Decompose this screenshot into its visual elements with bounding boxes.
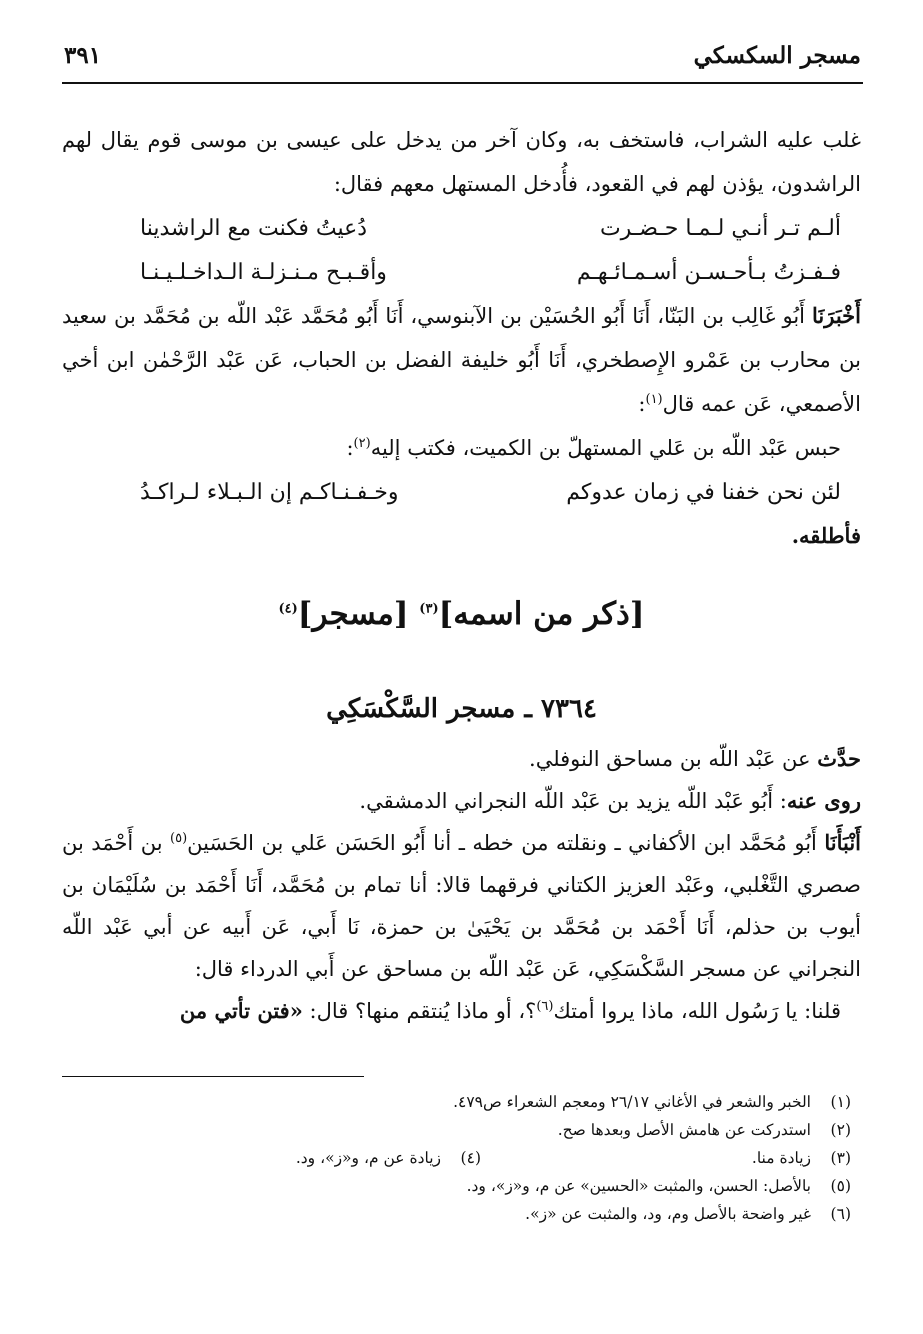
footnote-ref-1: (١) [645,392,663,407]
rawa-line [62,780,861,822]
header-rule [62,82,863,84]
footnote-5 [62,1172,851,1200]
footnote-rule [62,1076,364,1077]
footnote-ref-2: (٢) [353,436,371,451]
verse-line-3 [140,472,841,514]
entry-title: ٧٣٦٤ ـ مسجر السَّكْسَكِي [326,694,597,724]
hadath-line [62,738,861,780]
footnote-ref-3: (٣) [419,601,439,617]
qulna-line [62,990,861,1032]
footnote-text: بالأصل: الحسن، والمثبت «الحسين» عن م، و«ز»، ود. [466,1177,811,1195]
rawa-text: : أَبُو عَبْد اللّه يزيد بن عَبْد اللّه النجراني الدمشقي. [359,789,787,813]
anbana-text-2: بن أَحْمَد بن صصري التَّغْلبي، وعَبْد العزيز الكتاني فرقهما قالا: أنا تمام بن مُحَمَّد، أَنَا أَحْمَد بن سُلَيْمَان بن أيوب بن حذلم، أَنَا أَحْمَد بن مُحَمَّد بن يَحْيَىٰ بن حمزة، نَا أَبي، عَن أَبيه عن أبي عَبْد اللّه النجراني عن مسجر السَّكْسَكِي، عَن عَبْد اللّه بن مساحق عن أَبي الدرداء قال: [62,831,861,981]
section-heading-part-a: [ذكر من اسمه] [438,596,645,632]
paragraph-3-end: : [346,436,354,460]
akhbarana-lead: أَخْبَرَنَا [812,303,861,328]
verse-1-hemistich-right: ألـم تـر أنـي لـمـا حـضـرت [599,216,841,241]
footnote-number: (٣) [830,1149,851,1167]
page-number: ٣٩١ [64,42,102,69]
verse-2-hemistich-right: فـفـزتُ بـأحـسـن أسـمـائـهـم [576,260,841,285]
footnote-text: زيادة عن م، و«ز»، ود. [295,1149,441,1167]
paragraph-3-text: حبس عَبْد اللّه بن عَلي المستهلّ بن الكميت، فكتب إليه [370,436,841,460]
running-title: مسجر السكسكي [693,42,861,69]
footnote-2 [62,1116,851,1144]
footnote-ref-4: (٤) [278,601,298,617]
footnote-number: (١) [830,1093,851,1111]
paragraph-4: فأطلقه. [791,523,861,548]
anbana-paragraph [62,822,861,990]
footnote-6 [62,1200,851,1228]
main-text-top [62,118,861,558]
paragraph-2-end: : [638,392,646,416]
qulna-text-2: ؟، أو ماذا يُنتقم منها؟ قال: [302,999,537,1023]
paragraph-1: غلب عليه الشراب، فاستخف به، وكان آخر من يدخل على عيسى بن موسى قوم يقال لهم الراشدون، يؤذن لهم في القعود، فأُدخل المستهل معهم فقال: [62,128,861,196]
footnote-ref-6: (٦) [536,999,554,1014]
verse-2-hemistich-left: وأقـبـح مـنـزلـة الـداخـلـيـنـا [140,260,387,285]
anbana-text-1: أَبُو مُحَمَّد ابن الأكفاني ـ ونقلته من خطه ـ أنا أَبُو الحَسَن عَلي بن الحَسَين [187,831,825,855]
qulna-quote: «فتن تأتي من [179,998,303,1023]
footnotes [62,1088,851,1228]
main-text-bottom [62,738,861,1032]
verse-1-hemistich-left: دُعيتُ فكنت مع الراشدينا [140,216,368,241]
footnote-number: (٢) [830,1121,851,1139]
footnote-text: زيادة منا. [751,1149,811,1167]
verse-line-2 [140,252,841,294]
paragraph-2-text: أَبُو غَالِب بن البَنّا، أَنَا أَبُو الحُسَيْن بن الآبنوسي، أَنَا أَبُو مُحَمَّد عَبْد اللّه بن مُحَمَّد بن سعيد بن محارب بن عَمْرو الإِصطخري، أَنَا أَبُو خليفة الفضل بن الحباب، عَن عَبْد الرَّحْمٰن ابن أخي الأصمعي، عَن عمه قال [62,304,861,416]
paragraph-2 [62,294,861,426]
qulna-text-1: قلنا: يا رَسُول الله، ماذا يروا أمتك [553,999,841,1023]
footnote-number: (٤) [460,1149,481,1167]
verse-line-1 [140,208,841,250]
paragraph-3 [62,426,861,470]
hadath-label: حدَّث [817,746,861,771]
footnote-text: الخبر والشعر في الأغاني ٢٦/١٧ ومعجم الشعراء ص٤٧٩. [453,1093,811,1111]
footnote-text: استدركت عن هامش الأصل وبعدها صح. [557,1121,811,1139]
footnote-3-4 [62,1144,851,1172]
verse-3-hemistich-left: وخـفـنـاكـم إن الـبـلاء لـراكـدُ [140,480,399,505]
rawa-label: روى عنه [786,788,861,813]
footnote-1 [62,1088,851,1116]
footnote-text: غير واضحة بالأصل وم، ود، والمثبت عن «ز». [525,1205,811,1223]
running-header [64,42,861,78]
anbana-lead: أَنْبَأَنَا [824,830,862,855]
hadath-text: عن عَبْد اللّه بن مساحق النوفلي. [529,747,818,771]
section-heading [0,596,923,632]
verse-3-hemistich-right: لئن نحن خفنا في زمان عدوكم [566,480,841,505]
footnote-number: (٥) [830,1177,851,1195]
footnote-ref-5: (٥) [170,831,188,846]
footnote-number: (٦) [830,1205,851,1223]
section-heading-part-b: [مسجر] [297,596,420,632]
